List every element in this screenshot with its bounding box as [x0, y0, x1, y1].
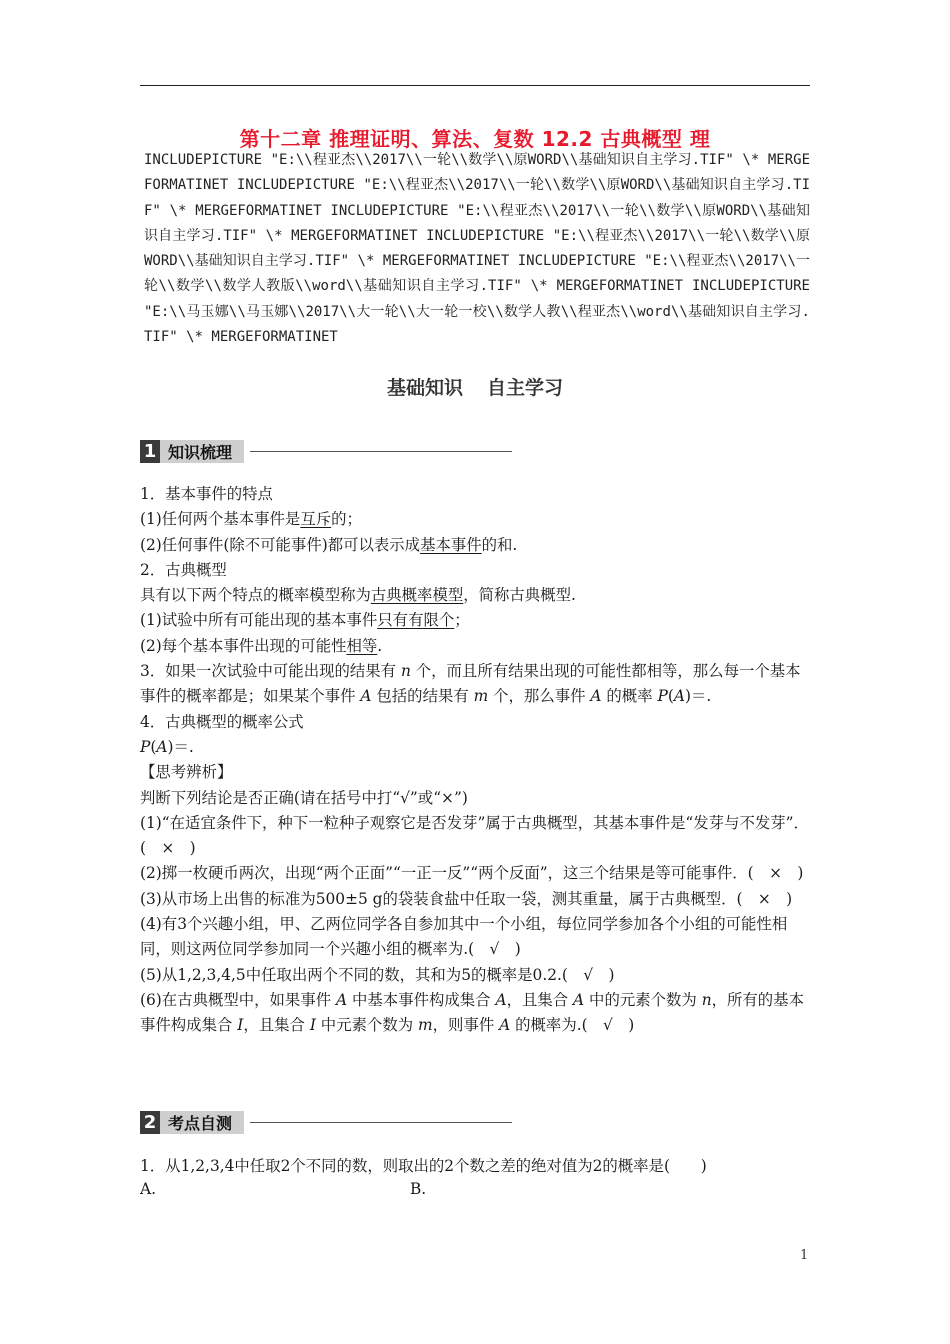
para-6: 3．如果一次试验中可能出现的结果有 n 个，而且所有结果出现的可能性都相等，那么每一个基本事件的概率都是；如果某个事件 A 包括的结果有 m 个，那么事件 A 的概率 P(A)＝.: [140, 662, 801, 706]
para-4: (1)试验中所有可能出现的基本事件只有有限个；: [140, 611, 470, 630]
formula: P(A)＝.: [140, 737, 194, 756]
option-a: A.: [140, 1180, 157, 1198]
judge-item-1: (1)“在适宜条件下，种下一粒种子观察它是否发芽”属于古典概型，其基本事件是“发芽与不发芽”．( × ): [140, 813, 809, 858]
think-heading: 【思考辨析】: [140, 763, 233, 782]
answer-blank: 相等: [346, 636, 378, 655]
question-1: [140, 1154, 812, 1179]
document-title: 第十二章 推理证明、算法、复数 12.2 古典概型 理: [239, 127, 711, 151]
answer-blank: 基本事件: [420, 535, 482, 554]
knowledge-content: [140, 482, 812, 1039]
page-number: 1: [800, 1248, 809, 1263]
header-rule: [140, 85, 810, 86]
section-heading: [0, 373, 950, 400]
bar-label: 知识梳理: [160, 440, 244, 463]
heading-2: 2．古典概型: [140, 560, 227, 579]
self-test-bar: [140, 1111, 512, 1134]
judge-item-5: (5)从1,2,3,4,5中任取出两个不同的数，其和为5的概率是0.2.( √ ): [140, 965, 615, 984]
judge-item-3: (3)从市场上出售的标准为500±5 g的袋装食盐中任取一袋，测其重量，属于古典概型．( × ): [140, 889, 793, 908]
para-3: 具有以下两个特点的概率模型称为古典概率模型，简称古典概型.: [140, 586, 576, 605]
judge-item-6: (6)在古典概型中，如果事件 A 中基本事件构成集合 A，且集合 A 中的元素个数为 n，所有的基本事件构成集合 I，且集合 I 中元素个数为 m，则事件 A 的概率为.( √ ): [140, 990, 804, 1035]
bar-number: 2: [140, 1111, 160, 1134]
bar-rule: [250, 1122, 512, 1123]
para-5: (2)每个基本事件出现的可能性相等.: [140, 636, 383, 655]
judge-item-4: (4)有3个兴趣小组，甲、乙两位同学各自参加其中一个小组，每位同学参加各个小组的可能性相同，则这两位同学参加同一个兴趣小组的概率为.( √ ): [140, 915, 788, 959]
knowledge-bar: [140, 440, 512, 463]
question-1-text: 1．从1,2,3,4中任取2个不同的数，则取出的2个数之差的绝对值为2的概率是( ): [140, 1157, 707, 1175]
para-2: (2)任何事件(除不可能事件)都可以表示成基本事件的和.: [140, 535, 518, 554]
heading-4: 4．古典概型的概率公式: [140, 712, 304, 731]
judge-item-2: (2)掷一枚硬币两次，出现“两个正面”“一正一反”“两个反面”，这三个结果是等可能事件．( × ): [140, 864, 804, 883]
section-heading-right: 自主学习: [487, 377, 564, 399]
answer-blank: 古典概率模型: [370, 586, 464, 605]
answer-blank: 互斥: [300, 510, 332, 529]
answer-blank: 只有有限个: [377, 611, 455, 630]
bar-rule: [250, 451, 512, 452]
bar-number: 1: [140, 440, 160, 463]
field-code-text: INCLUDEPICTURE "E:\\程亚杰\\2017\\一轮\\数学\\原WORD\\基础知识自主学习.TIF" \* MERGEFORMATINET INCLUDEPICTURE "E:\\程亚杰\\2017\\一轮\\数学\\原WORD\\基础知识自主学习.TIF" \* MERGEFORMATINET INCLUDEPICTURE "E:\\程亚杰\\2017\\一轮\\数学\\原WORD\\基础知识自主学习.TIF" \* MERGEFORMATINET INCLUDEPICTURE "E:\\程亚杰\\2017\\一轮\\数学\\原WORD\\基础知识自主学习.TIF" \* MERGEFORMATINET INCLUDEPICTURE "E:\\程亚杰\\2017\\一轮\\数学\\数学人教版\\word\\基础知识自主学习.TIF" \* MERGEFORMATINET INCLUDEPICTURE "E:\\马玉娜\\马玉娜\\2017\\大一轮\\大一轮一校\\数学人教\\程亚杰\\word\\基础知识自主学习.TIF" \* MERGEFORMATINET: [144, 152, 810, 346]
heading-1: 1．基本事件的特点: [140, 485, 273, 503]
para-1: (1)任何两个基本事件是互斥的；: [140, 510, 362, 529]
section-heading-left: 基础知识: [386, 377, 463, 399]
judge-instruction: 判断下列结论是否正确(请在括号中打“√”或“×”): [140, 788, 468, 807]
option-b: B.: [410, 1180, 427, 1198]
bar-label: 考点自测: [160, 1111, 244, 1134]
